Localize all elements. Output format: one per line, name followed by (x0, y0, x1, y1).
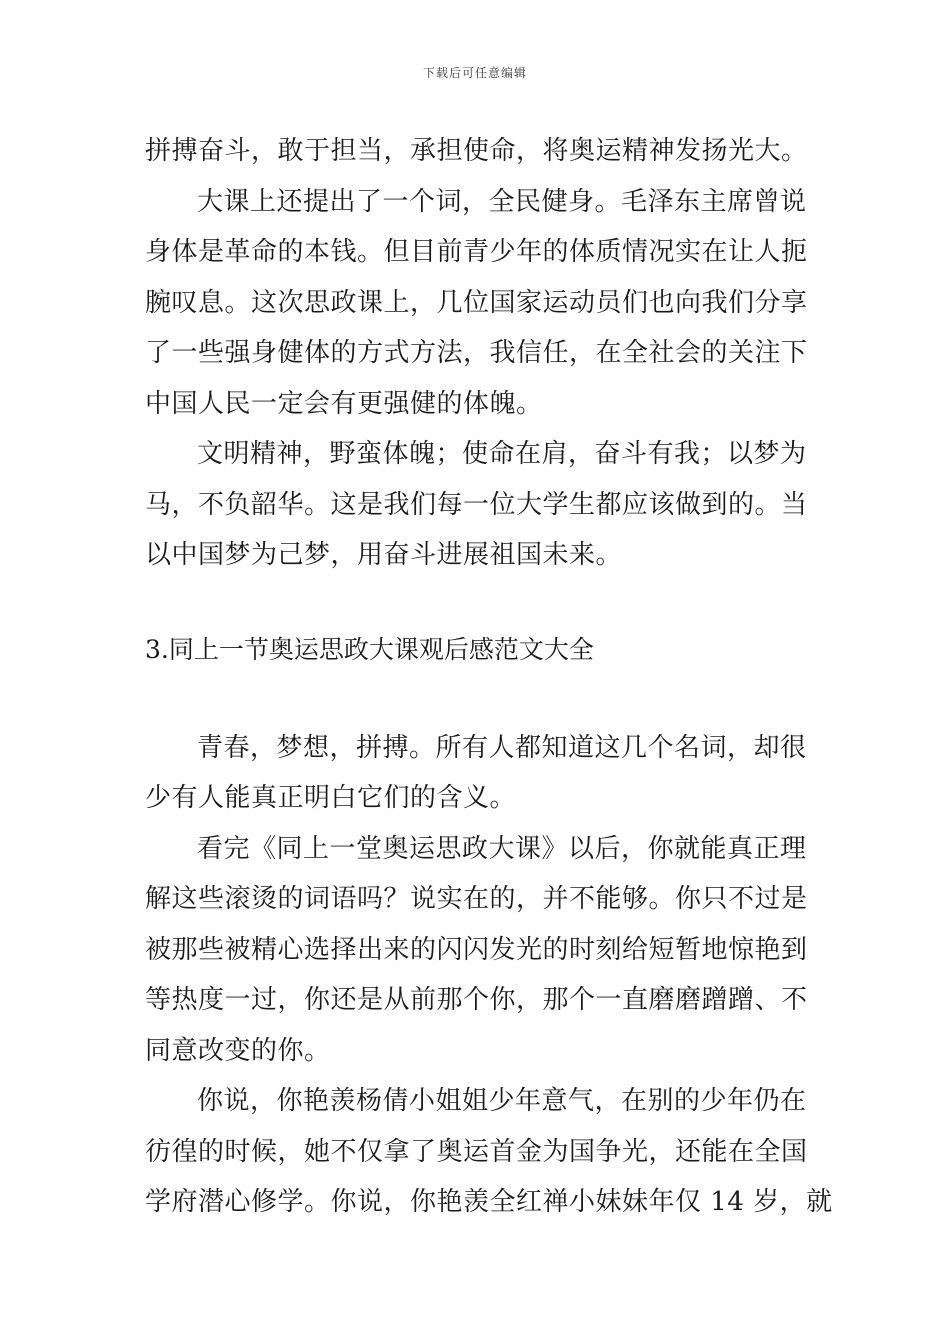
text-line: 中国人民一定会有更强健的体魄。 (145, 388, 543, 419)
paragraph (145, 126, 810, 177)
paragraph (145, 1076, 833, 1228)
text-line: 腕叹息。这次思政课上，几位国家运动员们也向我们分享 (145, 287, 808, 318)
page-header-note: 下载后可任意编辑 (422, 66, 527, 80)
text-line: 你说，你艳羡杨倩小姐姐少年意气，在别的少年仍在 (197, 1086, 807, 1116)
section-heading: 3.同上一节奥运思政大课观后感范文大全 (145, 634, 594, 664)
text-line: 少有人能真正明白它们的含义。 (145, 783, 517, 813)
text-line: 身体是革命的本钱。但目前青少年的体质情况实在让人扼 (145, 237, 808, 267)
text-line: 被那些被精心选择出来的闪闪发光的时刻给短暂地惊艳到 (145, 934, 808, 965)
text-line: 彷徨的时候，她不仅拿了奥运首金为国争光，还能在全国 (145, 1136, 808, 1167)
text-line: 马，不负韶华。这是我们每一位大学生都应该做到的。当 (145, 489, 808, 520)
text-line: 以中国梦为己梦，用奋斗进展祖国未来。 (145, 540, 623, 570)
text-line: 等热度一过，你还是从前那个你，那个一直磨磨蹭蹭、不 (145, 985, 808, 1015)
document-body (145, 126, 833, 1228)
text-line: 看完《同上一堂奥运思政大课》以后，你就能真正理 (197, 833, 807, 864)
text-line: 学府潜心修学。你说，你艳羡全红禅小妹妹年仅 14 岁，就 (145, 1187, 833, 1217)
text-line: 了一些强身健体的方式方法，我信任，在全社会的关注下 (145, 338, 808, 368)
paragraph (145, 723, 810, 824)
text-line: 解这些滚烫的词语吗？说实在的，并不能够。你只不过是 (145, 884, 808, 914)
text-line: 文明精神，野蛮体魄；使命在肩，奋斗有我；以梦为 (197, 439, 807, 469)
paragraph (145, 824, 810, 1077)
text-line: 青春，梦想，拼搏。所有人都知道这几个名词，却很 (197, 732, 807, 763)
text-line: 同意改变的你。 (145, 1035, 331, 1066)
paragraph (145, 429, 810, 581)
text-line: 大课上还提出了一个词，全民健身。毛泽东主席曾说 (197, 186, 807, 217)
paragraph (145, 177, 810, 430)
text-line: 拼搏奋斗，敢于担当，承担使命，将奥运精神发扬光大。 (145, 136, 808, 166)
